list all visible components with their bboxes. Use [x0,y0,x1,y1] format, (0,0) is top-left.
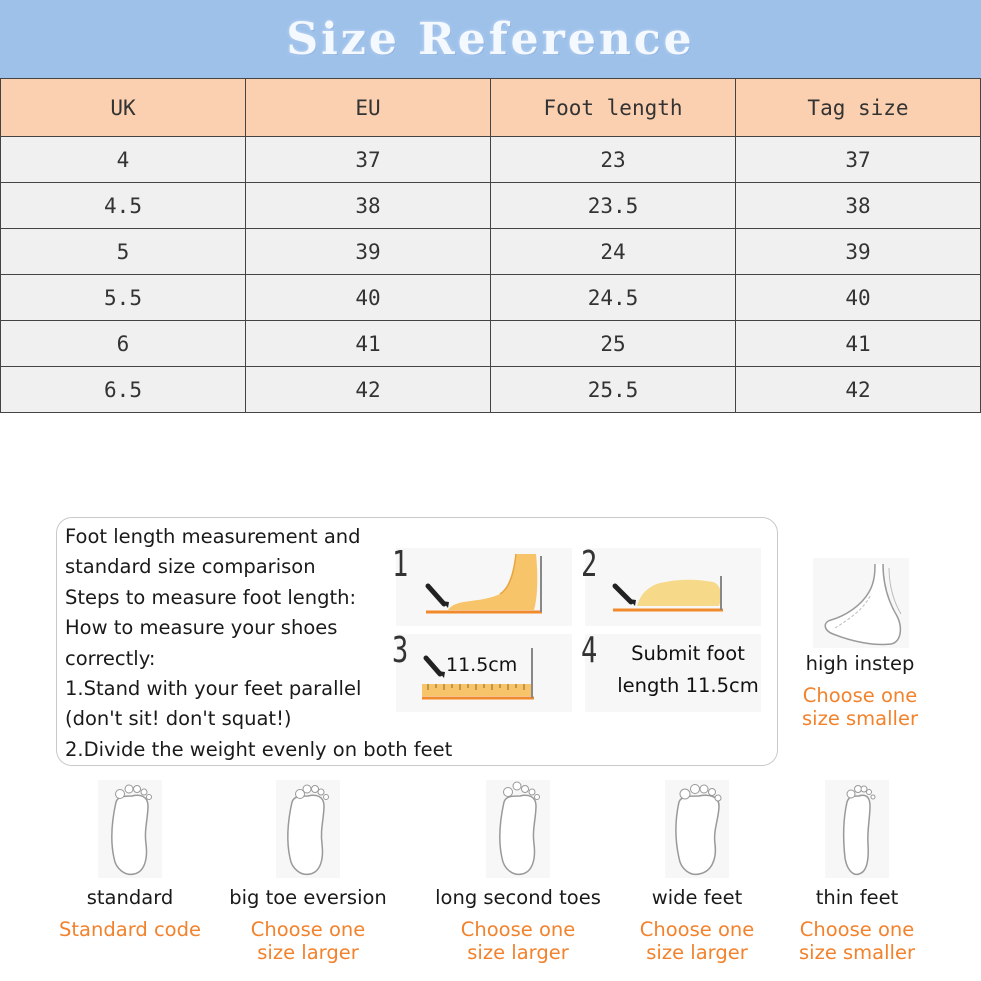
advice-line: size larger [257,941,359,964]
instruction-line: Foot length measurement and [65,525,361,548]
advice-line: Choose one [799,918,915,941]
measurement-value: 11.5cm [446,654,518,676]
table-row [1,229,981,275]
pencil-icon [585,548,761,626]
foot-type-advice [418,918,618,964]
instruction-line: (don't sit! don't squat!) [65,707,292,731]
footprint-icon [276,780,340,878]
table-row [1,183,981,229]
cell-foot-length: 25.5 [491,367,736,413]
foot-type-long-second-toes [418,780,618,964]
pencil-icon [396,548,572,626]
table-row [1,137,981,183]
cell-uk: 6 [1,321,246,367]
step-2 [581,544,761,626]
footprint-icon [98,780,162,878]
cell-eu: 40 [246,275,491,321]
title-banner [0,0,981,78]
foot-type-standard [30,780,230,941]
footprint-icon [486,780,550,878]
cell-foot-length: 24 [491,229,736,275]
cell-eu: 39 [246,229,491,275]
foot-type-name: big toe eversion [229,886,387,909]
step-number: 1 [392,544,409,585]
advice-line: size larger [646,941,748,964]
foot-type-advice [30,918,230,941]
instruction-line: How to measure your shoes [65,616,338,640]
step-4-line: length 11.5cm [617,674,759,697]
table-row [1,275,981,321]
cell-uk: 5.5 [1,275,246,321]
cell-tag-size: 40 [736,275,981,321]
step-4-text [603,638,773,702]
cell-foot-length: 23 [491,137,736,183]
instruction-line: Steps to measure foot length: [65,585,357,609]
advice-line: Choose one [460,918,576,941]
cell-eu: 38 [246,183,491,229]
cell-uk: 5 [1,229,246,275]
foot-type-advice [760,684,960,730]
cell-foot-length: 24.5 [491,275,736,321]
table-header-row [1,79,981,137]
step-1 [392,544,572,626]
advice-line: Choose one [639,918,755,941]
cell-uk: 6.5 [1,367,246,413]
foot-type-thin-feet [757,780,957,964]
step-4 [581,630,761,712]
advice-line: size smaller [802,707,918,730]
instruction-line: standard size comparison [65,555,316,579]
foot-side-icon [805,558,915,648]
step-4-line: Submit foot [631,642,745,665]
instruction-line: 1.Stand with your feet parallel [65,677,362,701]
cell-uk: 4 [1,137,246,183]
cell-eu: 37 [246,137,491,183]
foot-type-high-instep [760,558,960,730]
size-table [0,78,981,413]
advice-line: size smaller [799,941,915,964]
header-eu: EU [246,79,491,137]
header-tag-size: Tag size [736,79,981,137]
foot-type-name: thin feet [815,886,899,909]
instruction-line: correctly: [65,646,156,670]
step-number: 4 [581,630,598,671]
footprint-icon [825,780,889,878]
cell-uk: 4.5 [1,183,246,229]
foot-type-big-toe-eversion [208,780,408,964]
cell-eu: 41 [246,321,491,367]
table-row [1,367,981,413]
step-number: 3 [392,630,409,671]
cell-foot-length: 23.5 [491,183,736,229]
page-title: Size Reference [286,13,695,65]
foot-type-name: long second toes [435,886,601,909]
footprint-icon [665,780,729,878]
cell-foot-length: 25 [491,321,736,367]
step-number: 2 [581,544,598,585]
cell-tag-size: 38 [736,183,981,229]
table-row [1,321,981,367]
advice-line: Choose one [802,684,918,707]
cell-tag-size: 41 [736,321,981,367]
instruction-line: 2.Divide the weight evenly on both feet [65,737,453,761]
foot-type-name: wide feet [651,886,743,909]
cell-tag-size: 42 [736,367,981,413]
advice-line: Choose one [250,918,366,941]
advice-line: Standard code [59,918,201,941]
foot-type-advice [757,918,957,964]
foot-type-advice [208,918,408,964]
pencil-icon [396,634,572,712]
cell-tag-size: 37 [736,137,981,183]
cell-eu: 42 [246,367,491,413]
foot-type-name: high instep [805,652,915,675]
measurement-box [56,517,778,766]
step-3 [392,630,572,712]
header-uk: UK [1,79,246,137]
cell-tag-size: 39 [736,229,981,275]
foot-type-name: standard [86,886,174,909]
advice-line: size larger [467,941,569,964]
header-foot-length: Foot length [491,79,736,137]
